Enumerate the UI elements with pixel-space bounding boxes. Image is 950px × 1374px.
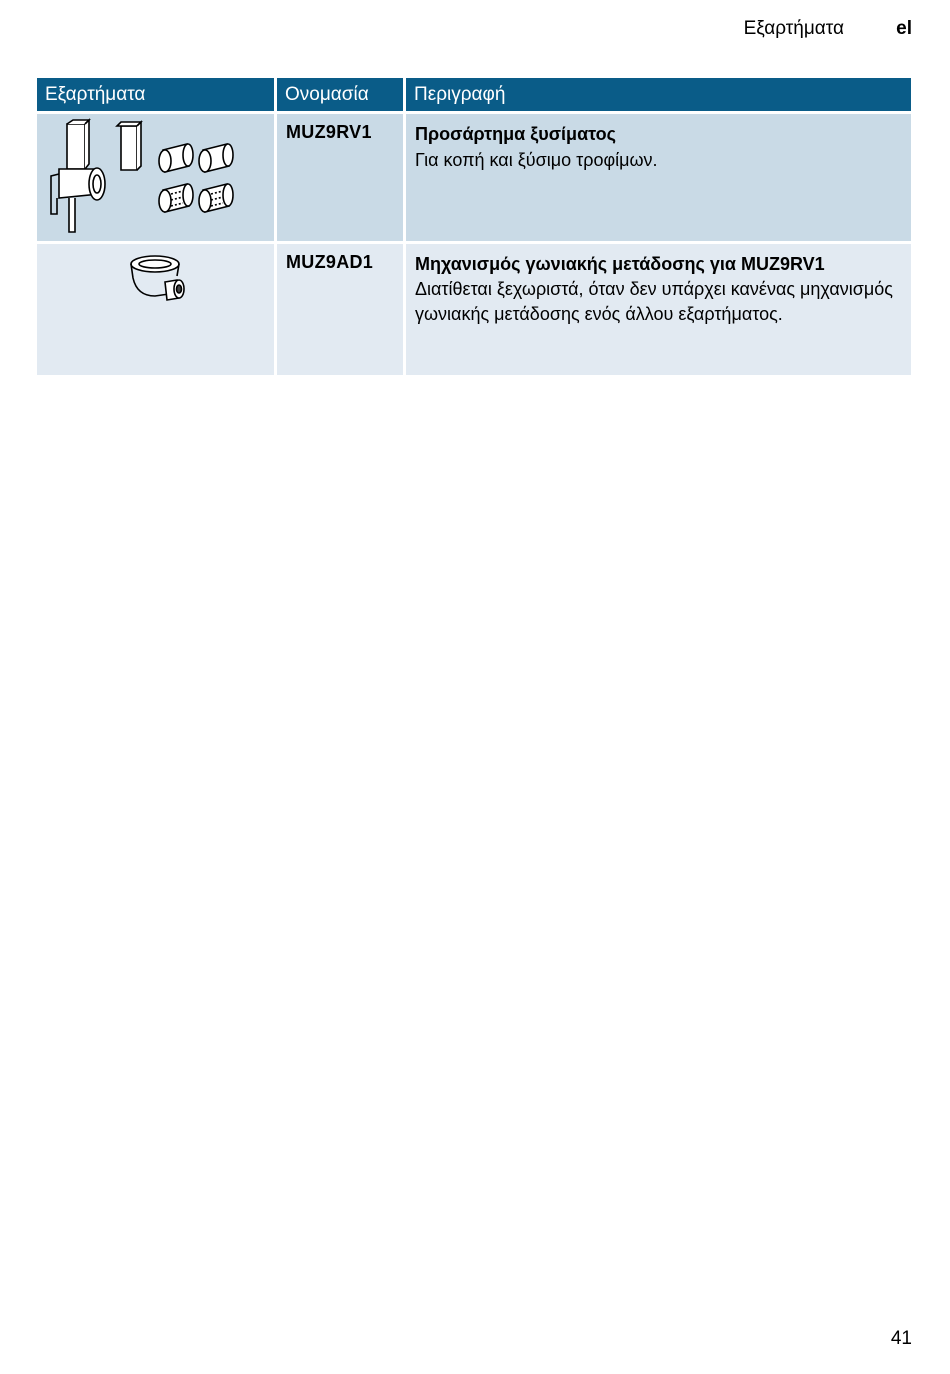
section-title: Εξαρτήματα — [743, 18, 844, 39]
accessories-table — [37, 78, 914, 378]
column-header-description: Περιγραφή — [406, 78, 911, 111]
product-name: MUZ9AD1 — [286, 252, 374, 272]
table-row — [37, 114, 914, 241]
product-title: Μηχανισμός γωνιακής μετάδοσης για MUZ9RV1 — [415, 254, 825, 274]
table-header-row — [37, 78, 914, 111]
grater-attachment-with-drums-icon — [37, 114, 274, 241]
running-header — [0, 18, 950, 44]
table-row — [37, 244, 914, 375]
grater-attachment-image — [37, 114, 274, 241]
product-title: Προσάρτημα ξυσίματος — [415, 124, 617, 144]
column-header-name: Ονομασία — [277, 78, 403, 111]
angle-drive-icon — [37, 244, 274, 375]
language-code: el — [896, 18, 912, 39]
product-name: MUZ9RV1 — [286, 122, 372, 142]
column-header-accessories: Εξαρτήματα — [37, 78, 274, 111]
page-number: 41 — [890, 1328, 912, 1349]
product-description: Για κοπή και ξύσιμο τροφίμων. — [415, 150, 658, 170]
angle-drive-image — [37, 244, 274, 375]
product-description: Διατίθεται ξεχωριστά, όταν δεν υπάρχει κανένας μηχανισμός γωνιακής μετάδοσης ενός άλλου εξαρτήματος. — [415, 279, 893, 324]
